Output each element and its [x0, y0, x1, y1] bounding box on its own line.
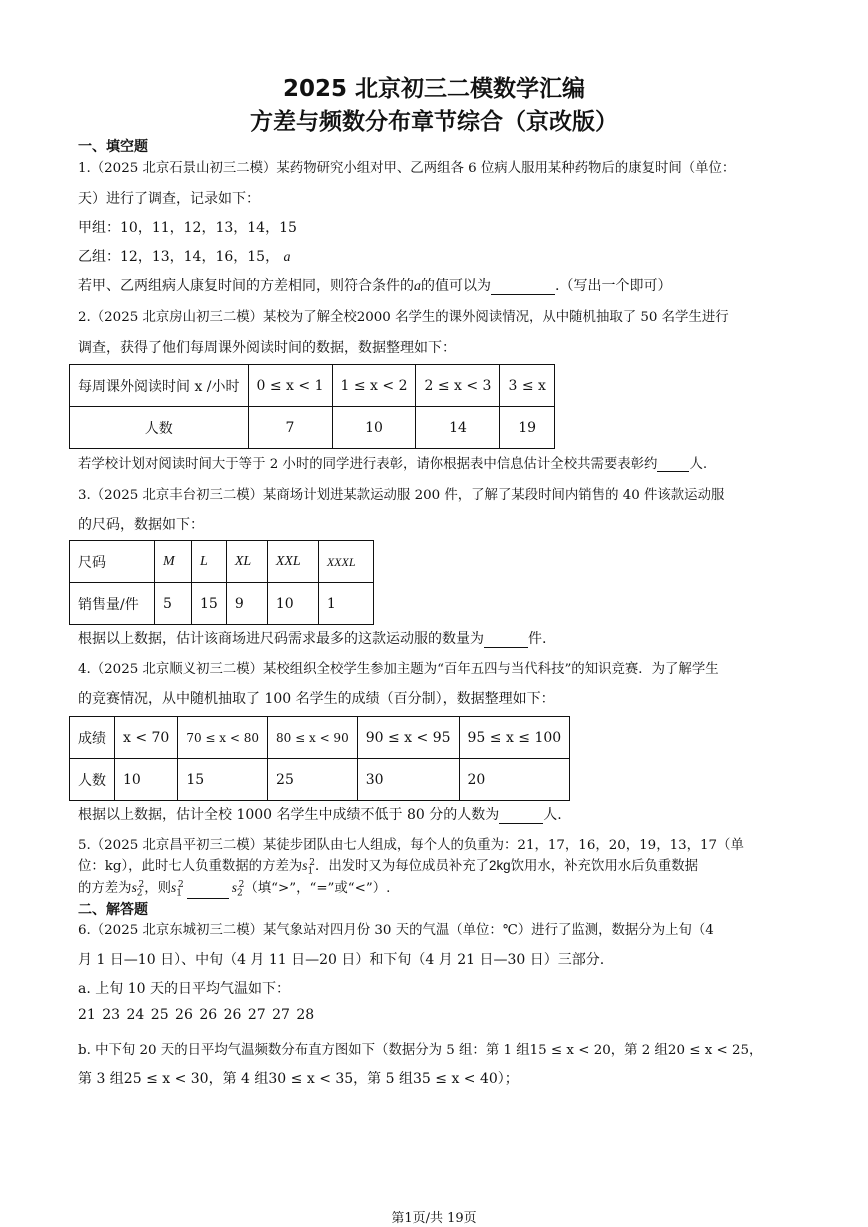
- q4-text-b: 的竞赛情况，从中随机抽取了 100 名学生的成绩（百分制），数据整理如下：: [78, 691, 555, 707]
- q1-ask-b: 的值可以为: [421, 278, 491, 294]
- q3-text-a: 3.（2025 北京丰台初三二模）某商场计划进某款运动服 200 件，了解了某段时间内销售的 40 件该款运动服: [78, 488, 725, 503]
- q3-answer-blank[interactable]: [484, 633, 528, 648]
- q3-cell: 1: [318, 583, 373, 625]
- q3-ask-a: 根据以上数据，估计该商场进尺码需求最多的这款运动服的数量为: [78, 631, 484, 647]
- q5-c3: （填“>”，“=”或“<”）.: [244, 881, 391, 896]
- q2-ask-a: 若学校计划对阅读时间大于等于 2 小时的同学进行表彰，请你根据表中信息估计全校共需要表彰约: [78, 457, 658, 472]
- q2-cell: 10: [332, 407, 416, 449]
- q2-cell: 2 ≤ x < 3: [416, 365, 500, 407]
- q4-cell: 90 ≤ x < 95: [357, 717, 459, 759]
- q1-ask-a: 若甲、乙两组病人康复时间的方差相同，则符合条件的: [78, 278, 414, 294]
- q3-ask-b: 件.: [528, 631, 547, 647]
- q3-cell: 15: [192, 583, 227, 625]
- q3-cell: XL: [234, 554, 252, 569]
- q3-question: [78, 628, 546, 648]
- q1-yi-prefix: 乙组：12，13，14，16，15，: [78, 249, 280, 265]
- q4-cell: 15: [178, 759, 268, 801]
- q5-answer-blank[interactable]: [187, 884, 229, 899]
- q4-cell: 70 ≤ x < 80: [178, 717, 268, 759]
- q6-text-a: 6.（2025 北京东城初三二模）某气象站对四月份 30 天的气温（单位：℃）进行了监测，数据分为上旬（4: [78, 923, 714, 938]
- q5-text-b: 位：kg），此时七人负重数据的方差为$s_1^2$．出发时又为每位成员补充了2kg饮用水，补充饮用水后负重数据: [78, 857, 699, 877]
- q4-cell: 10: [115, 759, 178, 801]
- q4-cell: 25: [268, 759, 358, 801]
- q2-reading-table: [69, 364, 555, 449]
- q4-table-row: [70, 759, 570, 801]
- q2-cell: 0 ≤ x < 1: [248, 365, 332, 407]
- q3-cell: L: [200, 554, 208, 569]
- q1-yi-var: a: [283, 250, 291, 265]
- q6-text-b: 月 1 日—10 日）、中旬（4 月 11 日—20 日）和下旬（4 月 21 日—30 日）三部分.: [78, 952, 605, 968]
- q3-cell: 销售量/件: [70, 583, 155, 625]
- q1-ask-var: a: [414, 279, 421, 294]
- q4-cell: x < 70: [115, 717, 178, 759]
- title-line-2: 方差与频数分布章节综合（京改版）: [250, 109, 618, 135]
- q3-cell: 5: [155, 583, 192, 625]
- q4-score-table: [69, 716, 570, 801]
- q3-cell: 尺码: [70, 541, 155, 583]
- q1-answer-blank[interactable]: [491, 280, 555, 295]
- q2-text-b: 调查，获得了他们每周课外阅读时间的数据，数据整理如下：: [78, 340, 456, 356]
- q1-group-jia: 甲组：10，11，12，13，14，15: [78, 220, 297, 236]
- q4-question: [78, 804, 562, 824]
- title-line-1: 2025 北京初三二模数学汇编: [282, 76, 586, 102]
- q3-cell: XXL: [275, 554, 301, 569]
- q2-cell: 人数: [70, 407, 249, 449]
- q3-cell: 9: [226, 583, 267, 625]
- q4-cell: 80 ≤ x < 90: [268, 717, 358, 759]
- q6-part-a: a. 上旬 10 天的日平均气温如下：: [78, 981, 290, 997]
- q4-cell: 成绩: [70, 717, 115, 759]
- q3-cell: M: [163, 554, 175, 569]
- q2-cell: 1 ≤ x < 2: [332, 365, 416, 407]
- q4-answer-blank[interactable]: [499, 809, 543, 824]
- q2-question: [78, 453, 707, 472]
- q2-answer-blank[interactable]: [657, 457, 689, 472]
- q1-ask-c: .（写出一个即可）: [555, 278, 672, 294]
- q6-part-b-2: 第 3 组25 ≤ x < 30，第 4 组30 ≤ x < 35，第 5 组35 ≤ x < 40）；: [78, 1071, 519, 1087]
- q3-text-b: 的尺码，数据如下：: [78, 517, 204, 533]
- q3-cell: 10: [267, 583, 318, 625]
- q4-cell: 人数: [70, 759, 115, 801]
- section-heading-answer: 二、解答题: [78, 902, 148, 918]
- q5-text-c: 的方差为$s_2^2$，则$s_1^2$ $s_2^2$（填“>”，“=”或“<”）.: [78, 879, 391, 899]
- q3-table-row: [70, 583, 374, 625]
- q1-group-yi: [78, 246, 291, 266]
- q2-ask-b: 人.: [689, 457, 708, 472]
- q4-cell: 95 ≤ x ≤ 100: [459, 717, 570, 759]
- q2-text-a: 2.（2025 北京房山初三二模）某校为了解全校2000 名学生的课外阅读情况，从中随机抽取了 50 名学生进行: [78, 310, 729, 325]
- q2-table-row: [70, 365, 555, 407]
- q6-temps: 21 23 24 25 26 26 26 27 27 28: [78, 1007, 315, 1023]
- q5-c2: ，则: [144, 881, 172, 896]
- q4-table-row: [70, 717, 570, 759]
- q4-cell: 20: [459, 759, 570, 801]
- q2-cell: 7: [248, 407, 332, 449]
- q4-ask-a: 根据以上数据，估计全校 1000 名学生中成绩不低于 80 分的人数为: [78, 807, 500, 823]
- q5-b1: 位：kg），此时七人负重数据的方差为: [78, 859, 303, 874]
- q6-part-b-1: b. 中下旬 20 天的日平均气温频数分布直方图如下（数据分为 5 组：第 1 组15 ≤ x < 20，第 2 组20 ≤ x < 25，: [78, 1043, 763, 1058]
- q3-cell: XXXL: [326, 554, 356, 569]
- section-heading-fill-blank: 一、填空题: [78, 139, 148, 155]
- q5-c1: 的方差为: [78, 881, 132, 896]
- q4-cell: 30: [357, 759, 459, 801]
- page-footer: 第1页/共 19页: [391, 1211, 477, 1226]
- q1-text-b: 天）进行了调查，记录如下：: [78, 191, 260, 207]
- q2-cell: 每周课外阅读时间 x /小时: [70, 365, 249, 407]
- q2-cell: 14: [416, 407, 500, 449]
- q5-b2: ．出发时又为每位成员补充了: [314, 859, 490, 874]
- q1-text-a: 1.（2025 北京石景山初三二模）某药物研究小组对甲、乙两组各 6 位病人服用某种药物后的康复时间（单位：: [78, 161, 736, 176]
- q4-text-a: 4.（2025 北京顺义初三二模）某校组织全校学生参加主题为“百年五四与当代科技”的知识竞赛．为了解学生: [78, 662, 719, 677]
- q3-size-table: [69, 540, 374, 625]
- q5-text-a: 5.（2025 北京昌平初三二模）某徒步团队由七人组成，每个人的负重为：21，17，16，20，19，13，17（单: [78, 838, 744, 853]
- q5-b4: 饮用水，补充饮用水后负重数据: [510, 859, 699, 874]
- q1-question: [78, 275, 671, 295]
- q4-ask-b: 人.: [543, 807, 562, 823]
- q2-cell: 19: [500, 407, 554, 449]
- q3-table-row: [70, 541, 374, 583]
- q2-cell: 3 ≤ x: [500, 365, 554, 407]
- q2-table-row: [70, 407, 555, 449]
- q5-b3: 2kg: [489, 858, 511, 873]
